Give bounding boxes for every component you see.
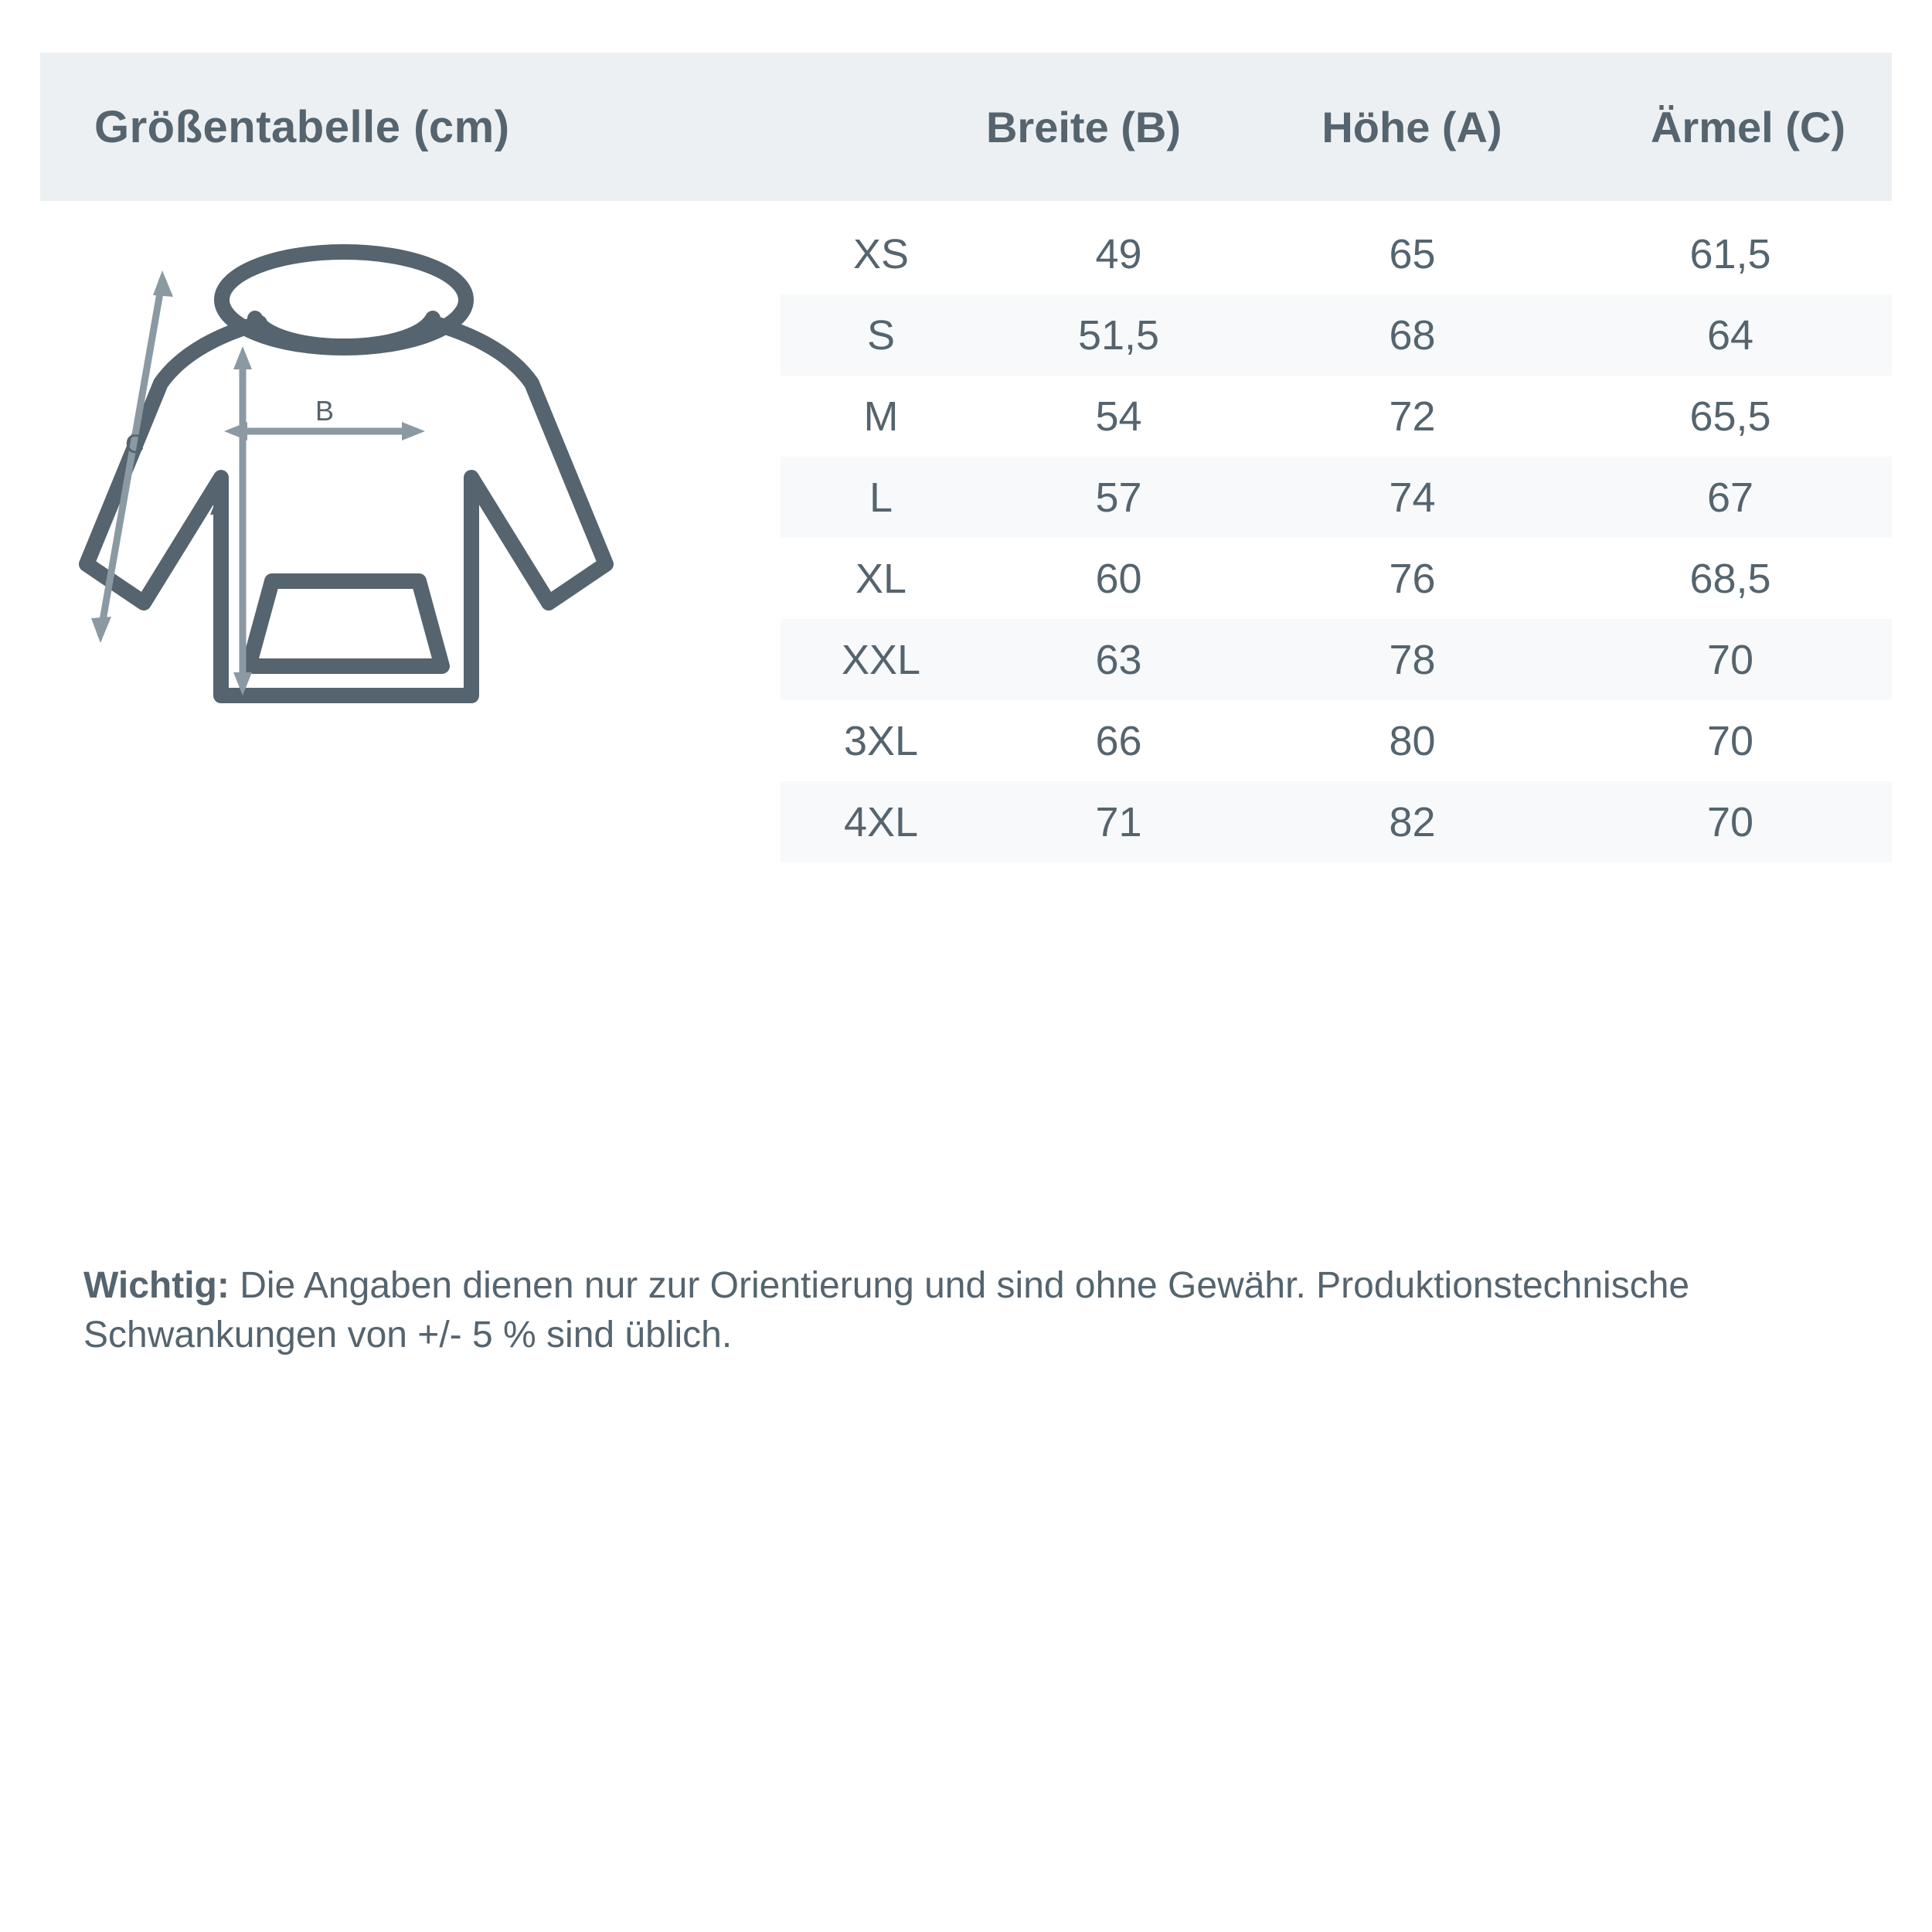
table-row	[781, 376, 1892, 457]
table-row	[781, 538, 1892, 619]
cell-width: 57	[1095, 474, 1142, 521]
cell-height: 82	[1389, 798, 1436, 845]
cell-sleeve: 68,5	[1689, 555, 1771, 602]
cell-height: 74	[1389, 474, 1436, 521]
cell-width: 51,5	[1077, 311, 1160, 359]
table-row	[781, 781, 1892, 862]
column-headers	[921, 53, 1932, 201]
cell-size: M	[863, 393, 899, 440]
cell-height: 76	[1389, 555, 1436, 602]
table-header-band	[40, 53, 1892, 201]
cell-height: 65	[1389, 230, 1436, 277]
cell-height: 72	[1389, 393, 1436, 440]
column-header-width: Breite (B)	[985, 102, 1182, 151]
cell-width: 71	[1095, 798, 1142, 845]
cell-width: 60	[1095, 555, 1142, 602]
cell-size: XXL	[841, 636, 921, 683]
table-row	[781, 700, 1892, 781]
cell-sleeve: 64	[1706, 311, 1754, 359]
cell-width: 63	[1095, 636, 1142, 683]
cell-height: 78	[1389, 636, 1436, 683]
cell-size: 4XL	[843, 798, 919, 845]
cell-width: 66	[1095, 717, 1142, 764]
page-title: Größentabelle (cm)	[94, 101, 510, 152]
disclaimer-lead: Wichtig:	[83, 1265, 230, 1306]
label-sleeve: C	[125, 430, 145, 459]
cell-width: 49	[1095, 230, 1142, 277]
cell-sleeve: 65,5	[1689, 393, 1771, 440]
hoodie-measurement-diagram	[70, 232, 788, 842]
cell-height: 80	[1389, 717, 1436, 764]
cell-height: 68	[1389, 311, 1436, 359]
disclaimer-text: Die Angaben dienen nur zur Orientierung und sind ohne Gewähr. Produktionstechnische Schwankungen von +/- 5 % sind üblich.	[83, 1265, 1690, 1356]
cell-size: XL	[855, 555, 907, 602]
table-row	[781, 213, 1892, 294]
cell-sleeve: 61,5	[1689, 230, 1771, 277]
cell-size: S	[866, 311, 896, 359]
label-height: A	[210, 489, 230, 521]
cell-sleeve: 67	[1706, 474, 1754, 521]
cell-sleeve: 70	[1706, 798, 1754, 845]
cell-width: 54	[1095, 393, 1142, 440]
disclaimer-note	[83, 1261, 1861, 1361]
table-row	[781, 619, 1892, 700]
size-table	[781, 213, 1892, 862]
label-width: B	[315, 395, 335, 427]
table-row	[781, 457, 1892, 538]
column-header-height: Höhe (A)	[1321, 102, 1502, 151]
column-header-sleeve: Ärmel (C)	[1650, 102, 1846, 151]
table-row	[781, 294, 1892, 376]
cell-sleeve: 70	[1706, 717, 1754, 764]
cell-size: L	[869, 474, 893, 521]
cell-sleeve: 70	[1706, 636, 1754, 683]
cell-size: 3XL	[843, 717, 919, 764]
cell-size: XS	[852, 230, 910, 277]
